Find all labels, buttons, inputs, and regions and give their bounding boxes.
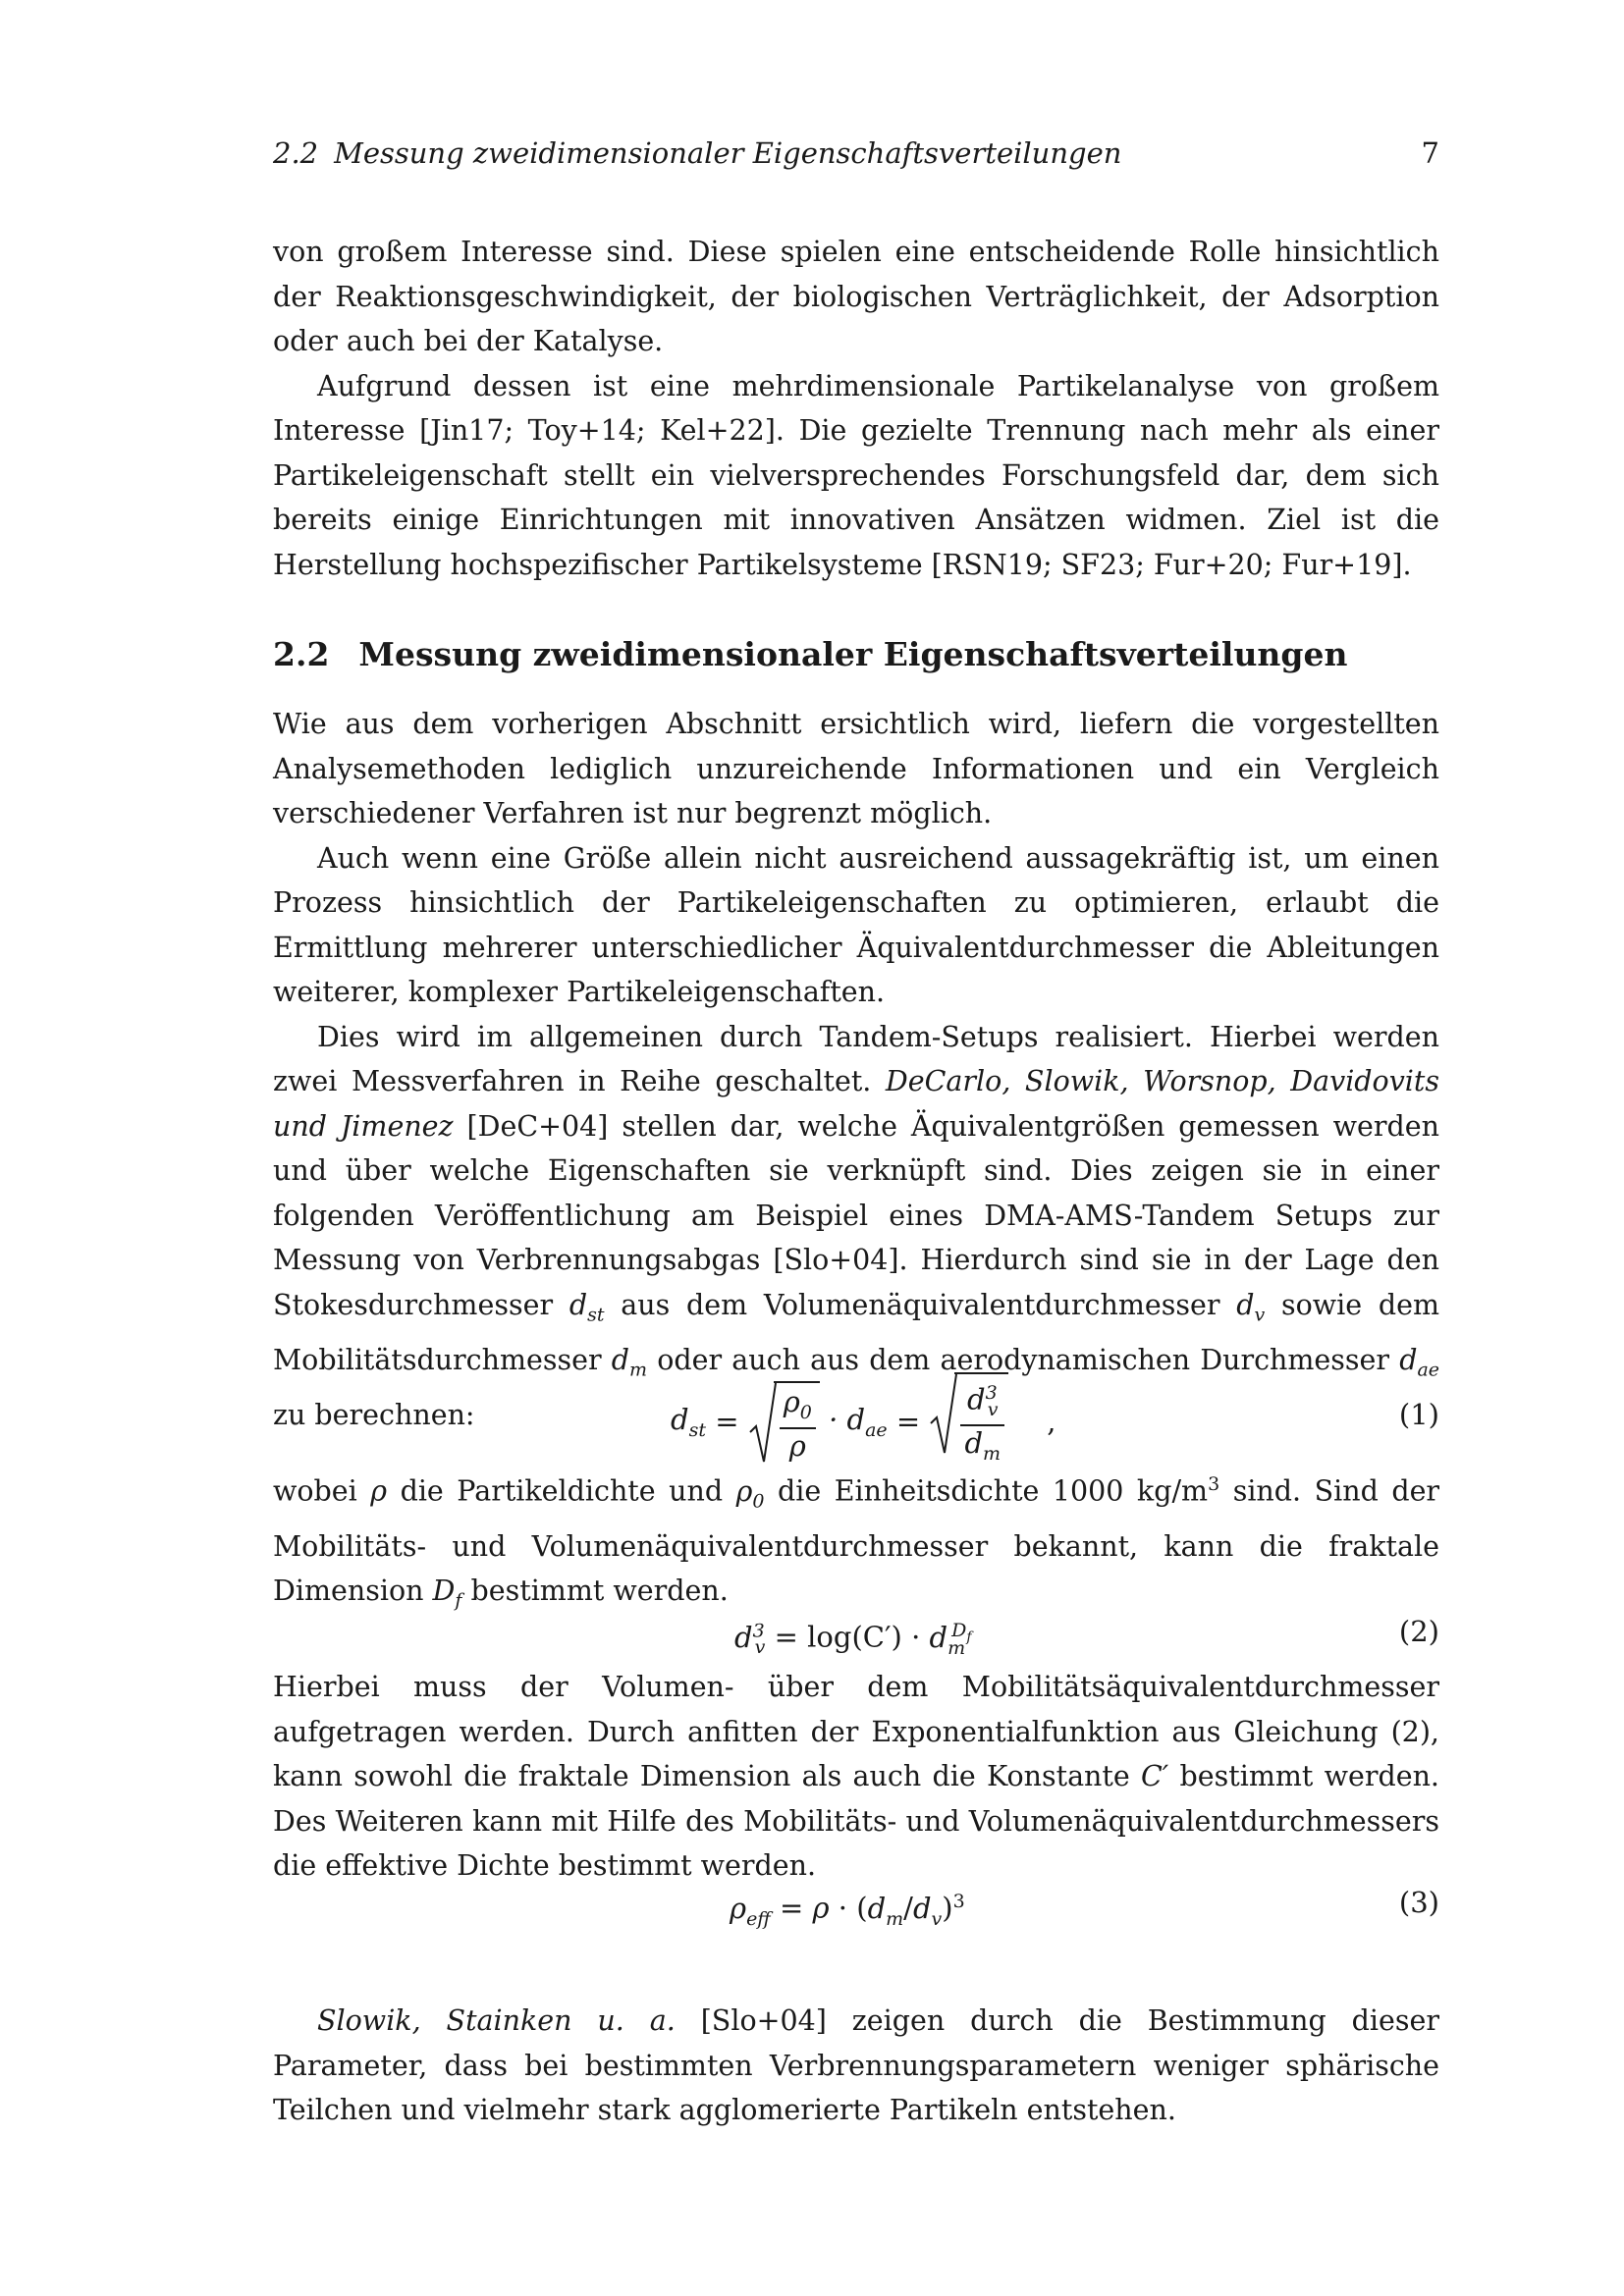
equation-2-number: (2)	[1398, 1615, 1439, 1648]
paragraph-5-c: aus dem Volumenäquivalentdurchmesser	[621, 1288, 1220, 1321]
sqrt-rho-ratio: $\frac{\rho_0}{\rho}$	[748, 1381, 820, 1463]
paragraph-8	[273, 1999, 1439, 2133]
section-number: 2.2	[273, 635, 330, 673]
paragraph-6: wobei ρ die Partikeldichte und $\rho_0$ die Einheitsdichte 1000 $kg/m^3$ sind. Sind der Mobilitäts- und Volumenäquivalentdurchmesser bekannt, kann die fraktale Dimension $D_f$ bestimmt werden.	[273, 1473, 1440, 1612]
sqrt-dv-dm: $\frac{d^3_v}{d_m}$	[929, 1372, 1008, 1470]
section-title: Messung zweidimensionaler Eigenschaftsverteilungen	[358, 635, 1348, 673]
paragraph-5-d: sowie dem Mobilitätsdurchmesser	[273, 1288, 1440, 1376]
paragraph-6-e: bestimmt werden.	[470, 1575, 729, 1608]
equation-2-log: log(C′)	[807, 1620, 902, 1654]
paragraph-7-b: bestimmt werden. Des Weiteren kann mit Hilfe des Mobilitäts- und Volumenäquivalentdurchmessers die effektive Dichte bestimmt werden.	[273, 1760, 1439, 1882]
paragraph-6-block	[273, 1463, 1439, 1624]
equation-3	[273, 1877, 1439, 1930]
symbol-d-st: $d_{st}$	[568, 1288, 605, 1326]
paragraph-6-d: sind. Sind der Mobilitäts- und Volumenäquivalentdurchmesser bekannt, kann die fraktale Dimension	[273, 1474, 1440, 1608]
paragraph-5-e: oder auch aus dem aerodynamischen Durchmesser	[657, 1343, 1390, 1376]
symbol-d-m: $d_m$	[611, 1343, 648, 1381]
paragraph-7-a: Hierbei muss der Volumen- über dem Mobilitätsäquivalentdurchmesser aufgetragen werden. Durch anfitten der Exponentialfunktion aus Gleichung (2), kann sowohl die fraktale Dimension als auch die Konstante	[273, 1671, 1439, 1792]
paragraph-5-b: [DeC+04] stellen dar, welche Äquivalentgrößen gemessen werden und über welche Eigenschaften sie verknüpft sind. Dies zeigen sie in einer folgenden Veröffentlichung am Beispiel eines DMA-AMS-Tandem Setups zur Messung von Verbrennungsabgas [Slo+04]. Hierdurch sind sie in der Lage den Stokesdurchmesser	[273, 1109, 1440, 1321]
paragraph-6-c: die Einheitsdichte 1000 kg/m	[777, 1474, 1209, 1508]
symbol-d-ae: $d_{ae}$	[1399, 1343, 1440, 1381]
running-head-title: Messung zweidimensionaler Eigenschaftsverteilungen	[334, 136, 1122, 170]
page-number: 7	[1421, 136, 1439, 170]
body-top	[273, 230, 1439, 587]
section-block	[273, 633, 1439, 1437]
paragraph-2: Aufgrund dessen ist eine mehrdimensionale Partikelanalyse von großem Interesse [Jin17; Toy+14; Kel+22]. Die gezielte Trennung nach mehr als einer Partikeleigenschaft stellt ein vielversprechendes Forschungsfeld dar, dem sich bereits einige Einrichtungen mit innovativen Ansätzen widmen. Ziel ist die Herstellung hochspezifischer Partikelsysteme [RSN19; SF23; Fur+20; Fur+19].	[273, 369, 1439, 581]
equation-3-formula: $\rho_{eff} = \rho \cdot (d_m/d_v)^3$	[730, 1891, 965, 1930]
paragraph-7-block	[273, 1665, 1439, 1889]
paragraph-8-text: [Slo+04] zeigen durch die Bestimmung dieser Parameter, dass bei bestimmten Verbrennungsparametern weniger sphärische Teilchen und vielmehr stark agglomerierte Partikeln entstehen.	[273, 2004, 1439, 2126]
equation-2-formula: $d^3_v = \log(C') \cdot d_m^{D_f}$	[734, 1620, 972, 1659]
equation-3-number: (3)	[1398, 1886, 1439, 1919]
paragraph-4: Auch wenn eine Größe allein nicht ausreichend aussagekräftig ist, um einen Prozess hinsichtlich der Partikeleigenschaften zu optimieren, erlaubt die Ermittlung mehrerer unterschiedlicher Äquivalentdurchmesser die Ableitungen weiterer, komplexer Partikeleigenschaften.	[273, 841, 1439, 1008]
equation-1	[273, 1372, 1439, 1466]
paragraph-5-authors: DeCarlo, Slowik, Worsnop, Davidovits und Jimenez	[273, 1065, 1439, 1143]
equation-1-comma: ,	[1047, 1405, 1056, 1439]
section-heading	[273, 633, 1439, 676]
paragraph-1: von großem Interesse sind. Diese spielen eine entscheidende Rolle hinsichtlich der Reaktionsgeschwindigkeit, der biologischen Verträglichkeit, der Adsorption oder auch bei der Katalyse.	[273, 236, 1439, 357]
paragraph-3: Wie aus dem vorherigen Abschnitt ersichtlich wird, liefern die vorgestellten Analysemethoden lediglich unzureichende Informationen und ein Vergleich verschiedener Verfahren ist nur begrenzt möglich.	[273, 708, 1439, 829]
paragraph-8-authors: Slowik, Stainken u. a.	[317, 2004, 676, 2037]
paragraph-5-f: zu berechnen:	[273, 1398, 475, 1431]
paragraph-5-a: Dies wird im allgemeinen durch Tandem-Setups realisiert. Hierbei werden zwei Messverfahren in Reihe geschaltet.	[273, 1020, 1439, 1097]
paragraph-8-block	[273, 1999, 1439, 2133]
equation-1-number: (1)	[1398, 1398, 1439, 1431]
running-head	[273, 133, 1439, 173]
equation-2	[273, 1606, 1439, 1659]
paragraph-6-a: wobei	[273, 1474, 357, 1508]
running-head-section-number: 2.2	[273, 136, 319, 170]
equation-1-formula: $d_{st}$ = $\frac{\rho_0}{\rho}$ · $d_{ae}$ = $\frac{d^3_v}{d_m}$ ,	[671, 1372, 1056, 1470]
symbol-d-v: $d_v$	[1236, 1288, 1266, 1326]
paragraph-6-b: die Partikeldichte und	[400, 1474, 724, 1508]
paragraph-7: Hierbei muss der Volumen- über dem Mobilitätsäquivalentdurchmesser aufgetragen werden. Durch anfitten der Exponentialfunktion aus Gleichung (2), kann sowohl die fraktale Dimension als auch die Konstante C′ bestimmt werden. Des Weiteren kann mit Hilfe des Mobilitäts- und Volumenäquivalentdurchmessers die effektive Dichte bestimmt werden.	[273, 1671, 1439, 1882]
